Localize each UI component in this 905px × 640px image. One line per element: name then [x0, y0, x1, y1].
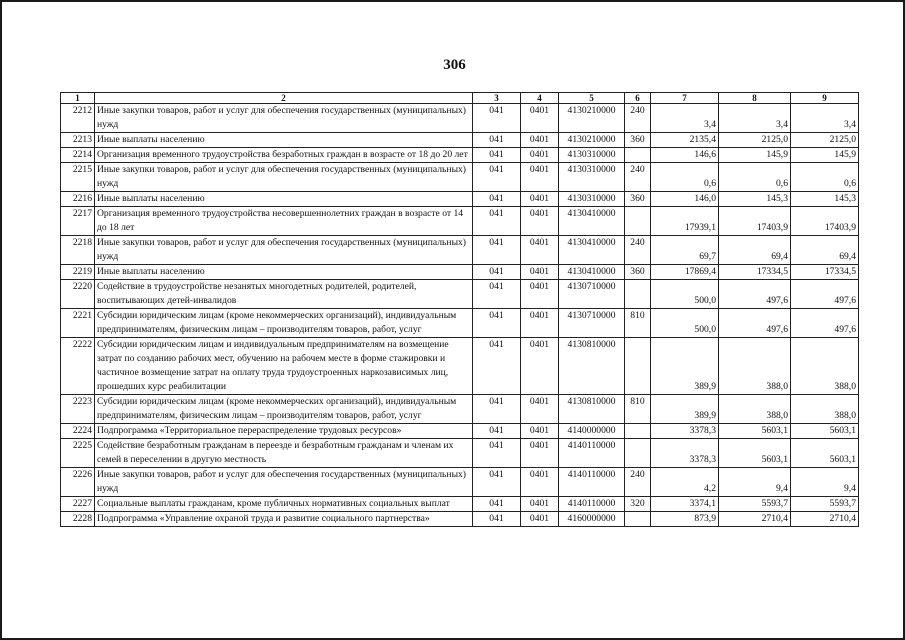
row-number-cell: 2214 [61, 148, 95, 163]
ministry-code-cell: 041 [473, 468, 521, 497]
ministry-code-cell: 041 [473, 309, 521, 338]
amount-col7-cell: 69,7 [651, 236, 719, 265]
table-row [61, 265, 859, 280]
amount-col9-cell: 9,4 [791, 468, 859, 497]
description-cell: Субсидии юридическим лицам и индивидуальным предпринимателям на возмещение затрат по созданию рабочих мест, обучению на рабочем месте в форме стажировки и частичное возмещение затрат на оплату труда трудоустроенных наркозависимых лиц, прошедших курс реабилитации [95, 338, 473, 395]
row-number-cell: 2215 [61, 163, 95, 192]
amount-col7-cell: 389,9 [651, 395, 719, 424]
ministry-code-cell: 041 [473, 163, 521, 192]
column-header: 6 [625, 93, 651, 104]
ministry-code-cell: 041 [473, 280, 521, 309]
amount-col7-cell: 146,0 [651, 192, 719, 207]
amount-col7-cell: 17869,4 [651, 265, 719, 280]
expense-type-cell [625, 439, 651, 468]
target-article-cell: 4130310000 [559, 148, 625, 163]
row-number-cell: 2216 [61, 192, 95, 207]
section-code-cell: 0401 [521, 512, 559, 527]
ministry-code-cell: 041 [473, 424, 521, 439]
target-article-cell: 4130310000 [559, 192, 625, 207]
row-number-cell: 2226 [61, 468, 95, 497]
amount-col8-cell: 145,9 [719, 148, 791, 163]
ministry-code-cell: 041 [473, 207, 521, 236]
table-row [61, 163, 859, 192]
table-row [61, 207, 859, 236]
ministry-code-cell: 041 [473, 395, 521, 424]
amount-col7-cell: 500,0 [651, 280, 719, 309]
description-cell: Содействие безработным гражданам в переезде и безработным гражданам и членам их семей в переселении в другую местность [95, 439, 473, 468]
expense-type-cell: 320 [625, 497, 651, 512]
description-cell: Субсидии юридическим лицам (кроме некоммерческих организаций), индивидуальным предпринимателям, физическим лицам – производителям товаров, работ, услуг [95, 395, 473, 424]
ministry-code-cell: 041 [473, 104, 521, 133]
table-row [61, 192, 859, 207]
target-article-cell: 4130410000 [559, 236, 625, 265]
amount-col7-cell: 3378,3 [651, 424, 719, 439]
ministry-code-cell: 041 [473, 439, 521, 468]
budget-table [60, 92, 859, 527]
target-article-cell: 4130810000 [559, 338, 625, 395]
amount-col9-cell: 5593,7 [791, 497, 859, 512]
ministry-code-cell: 041 [473, 133, 521, 148]
section-code-cell: 0401 [521, 395, 559, 424]
row-number-cell: 2228 [61, 512, 95, 527]
section-code-cell: 0401 [521, 338, 559, 395]
expense-type-cell [625, 512, 651, 527]
amount-col8-cell: 5603,1 [719, 424, 791, 439]
table-row [61, 395, 859, 424]
amount-col9-cell: 145,9 [791, 148, 859, 163]
section-code-cell: 0401 [521, 192, 559, 207]
table-row [61, 468, 859, 497]
section-code-cell: 0401 [521, 236, 559, 265]
row-number-cell: 2219 [61, 265, 95, 280]
target-article-cell: 4130410000 [559, 207, 625, 236]
expense-type-cell: 360 [625, 265, 651, 280]
amount-col9-cell: 0,6 [791, 163, 859, 192]
expense-type-cell [625, 338, 651, 395]
row-number-cell: 2222 [61, 338, 95, 395]
amount-col8-cell: 0,6 [719, 163, 791, 192]
table-row [61, 424, 859, 439]
description-cell: Организация временного трудоустройства безработных граждан в возрасте от 18 до 20 лет [95, 148, 473, 163]
amount-col9-cell: 2710,4 [791, 512, 859, 527]
amount-col8-cell: 9,4 [719, 468, 791, 497]
section-code-cell: 0401 [521, 133, 559, 148]
ministry-code-cell: 041 [473, 148, 521, 163]
section-code-cell: 0401 [521, 280, 559, 309]
amount-col9-cell: 497,6 [791, 280, 859, 309]
amount-col7-cell: 146,6 [651, 148, 719, 163]
ministry-code-cell: 041 [473, 338, 521, 395]
expense-type-cell: 360 [625, 133, 651, 148]
column-header: 5 [559, 93, 625, 104]
amount-col8-cell: 2710,4 [719, 512, 791, 527]
description-cell: Иные закупки товаров, работ и услуг для обеспечения государственных (муниципальных) нужд [95, 104, 473, 133]
expense-type-cell: 810 [625, 309, 651, 338]
section-code-cell: 0401 [521, 468, 559, 497]
description-cell: Иные закупки товаров, работ и услуг для обеспечения государственных (муниципальных) нужд [95, 468, 473, 497]
expense-type-cell [625, 424, 651, 439]
amount-col8-cell: 145,3 [719, 192, 791, 207]
target-article-cell: 4130410000 [559, 265, 625, 280]
target-article-cell: 4140110000 [559, 439, 625, 468]
target-article-cell: 4140000000 [559, 424, 625, 439]
ministry-code-cell: 041 [473, 497, 521, 512]
amount-col9-cell: 497,6 [791, 309, 859, 338]
target-article-cell: 4130210000 [559, 104, 625, 133]
table-row [61, 512, 859, 527]
amount-col9-cell: 388,0 [791, 395, 859, 424]
amount-col7-cell: 3,4 [651, 104, 719, 133]
target-article-cell: 4130710000 [559, 309, 625, 338]
expense-type-cell [625, 280, 651, 309]
row-number-cell: 2218 [61, 236, 95, 265]
column-header: 7 [651, 93, 719, 104]
amount-col7-cell: 17939,1 [651, 207, 719, 236]
table-row [61, 236, 859, 265]
target-article-cell: 4130210000 [559, 133, 625, 148]
row-number-cell: 2212 [61, 104, 95, 133]
section-code-cell: 0401 [521, 104, 559, 133]
amount-col7-cell: 500,0 [651, 309, 719, 338]
description-cell: Субсидии юридическим лицам (кроме некоммерческих организаций), индивидуальным предпринимателям, физическим лицам – производителям товаров, работ, услуг [95, 309, 473, 338]
table-row [61, 104, 859, 133]
target-article-cell: 4160000000 [559, 512, 625, 527]
column-header: 3 [473, 93, 521, 104]
description-cell: Организация временного трудоустройства несовершеннолетних граждан в возрасте от 14 до 18 лет [95, 207, 473, 236]
amount-col9-cell: 17334,5 [791, 265, 859, 280]
table-body [61, 104, 859, 527]
table-row [61, 439, 859, 468]
amount-col7-cell: 3374,1 [651, 497, 719, 512]
amount-col9-cell: 69,4 [791, 236, 859, 265]
amount-col9-cell: 388,0 [791, 338, 859, 395]
row-number-cell: 2224 [61, 424, 95, 439]
amount-col8-cell: 5593,7 [719, 497, 791, 512]
description-cell: Иные выплаты населению [95, 192, 473, 207]
expense-type-cell [625, 207, 651, 236]
section-code-cell: 0401 [521, 424, 559, 439]
amount-col7-cell: 4,2 [651, 468, 719, 497]
ministry-code-cell: 041 [473, 512, 521, 527]
row-number-cell: 2223 [61, 395, 95, 424]
amount-col9-cell: 17403,9 [791, 207, 859, 236]
amount-col8-cell: 388,0 [719, 395, 791, 424]
ministry-code-cell: 041 [473, 236, 521, 265]
column-header: 9 [791, 93, 859, 104]
expense-type-cell [625, 148, 651, 163]
expense-type-cell: 240 [625, 468, 651, 497]
amount-col8-cell: 17403,9 [719, 207, 791, 236]
row-number-cell: 2213 [61, 133, 95, 148]
amount-col9-cell: 2125,0 [791, 133, 859, 148]
expense-type-cell: 810 [625, 395, 651, 424]
table-row [61, 338, 859, 395]
row-number-cell: 2227 [61, 497, 95, 512]
amount-col9-cell: 145,3 [791, 192, 859, 207]
target-article-cell: 4130310000 [559, 163, 625, 192]
amount-col8-cell: 17334,5 [719, 265, 791, 280]
amount-col7-cell: 0,6 [651, 163, 719, 192]
page-number: 306 [443, 57, 466, 73]
expense-type-cell: 240 [625, 104, 651, 133]
section-code-cell: 0401 [521, 265, 559, 280]
section-code-cell: 0401 [521, 439, 559, 468]
amount-col7-cell: 3378,3 [651, 439, 719, 468]
table-row [61, 497, 859, 512]
section-code-cell: 0401 [521, 497, 559, 512]
ministry-code-cell: 041 [473, 265, 521, 280]
column-header: 4 [521, 93, 559, 104]
amount-col9-cell: 5603,1 [791, 424, 859, 439]
section-code-cell: 0401 [521, 207, 559, 236]
row-number-cell: 2225 [61, 439, 95, 468]
description-cell: Иные закупки товаров, работ и услуг для обеспечения государственных (муниципальных) нужд [95, 236, 473, 265]
section-code-cell: 0401 [521, 163, 559, 192]
row-number-cell: 2220 [61, 280, 95, 309]
table-row [61, 148, 859, 163]
table-row [61, 133, 859, 148]
amount-col9-cell: 3,4 [791, 104, 859, 133]
description-cell: Социальные выплаты гражданам, кроме публичных нормативных социальных выплат [95, 497, 473, 512]
amount-col8-cell: 5603,1 [719, 439, 791, 468]
section-code-cell: 0401 [521, 309, 559, 338]
amount-col7-cell: 873,9 [651, 512, 719, 527]
description-cell: Подпрограмма «Территориальное перераспределение трудовых ресурсов» [95, 424, 473, 439]
amount-col8-cell: 2125,0 [719, 133, 791, 148]
description-cell: Иные закупки товаров, работ и услуг для обеспечения государственных (муниципальных) нужд [95, 163, 473, 192]
table-row [61, 309, 859, 338]
amount-col8-cell: 3,4 [719, 104, 791, 133]
expense-type-cell: 240 [625, 236, 651, 265]
target-article-cell: 4130710000 [559, 280, 625, 309]
ministry-code-cell: 041 [473, 192, 521, 207]
row-number-cell: 2217 [61, 207, 95, 236]
description-cell: Иные выплаты населению [95, 133, 473, 148]
expense-type-cell: 360 [625, 192, 651, 207]
description-cell: Подпрограмма «Управление охраной труда и развитие социального партнерства» [95, 512, 473, 527]
target-article-cell: 4130810000 [559, 395, 625, 424]
amount-col8-cell: 497,6 [719, 280, 791, 309]
table-header-row [61, 93, 859, 104]
column-header: 2 [95, 93, 473, 104]
section-code-cell: 0401 [521, 148, 559, 163]
column-header: 1 [61, 93, 95, 104]
amount-col8-cell: 69,4 [719, 236, 791, 265]
table-row [61, 280, 859, 309]
row-number-cell: 2221 [61, 309, 95, 338]
amount-col8-cell: 388,0 [719, 338, 791, 395]
amount-col7-cell: 2135,4 [651, 133, 719, 148]
target-article-cell: 4140110000 [559, 497, 625, 512]
column-header: 8 [719, 93, 791, 104]
expense-type-cell: 240 [625, 163, 651, 192]
description-cell: Иные выплаты населению [95, 265, 473, 280]
amount-col9-cell: 5603,1 [791, 439, 859, 468]
amount-col8-cell: 497,6 [719, 309, 791, 338]
amount-col7-cell: 389,9 [651, 338, 719, 395]
target-article-cell: 4140110000 [559, 468, 625, 497]
description-cell: Содействие в трудоустройстве незанятых многодетных родителей, родителей, воспитывающих детей-инвалидов [95, 280, 473, 309]
